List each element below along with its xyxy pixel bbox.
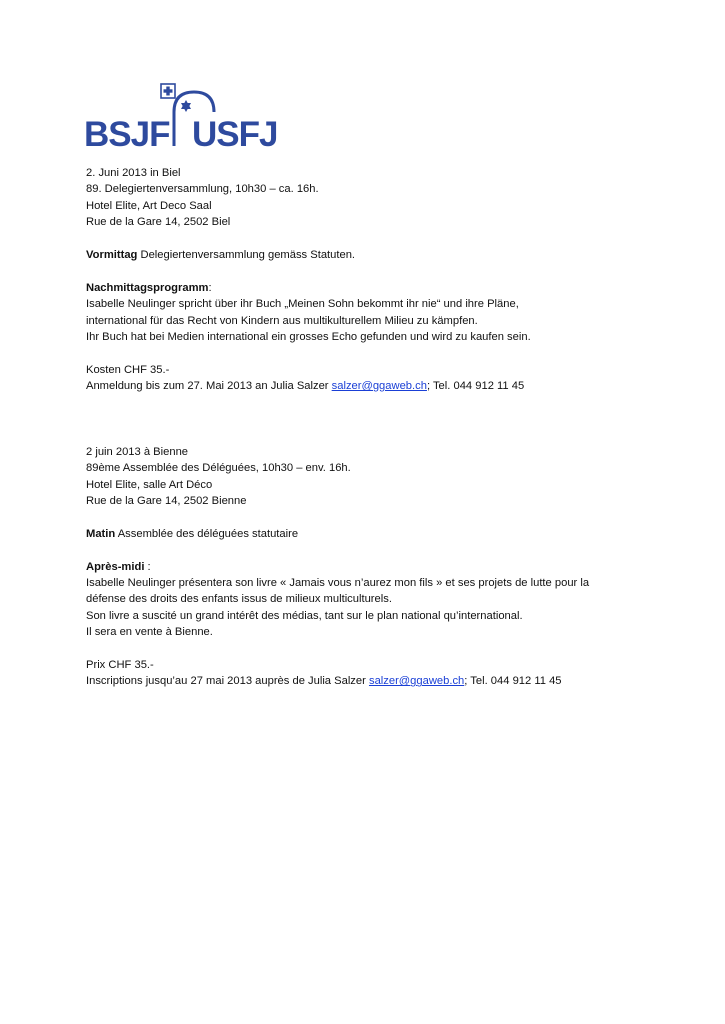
de-morning-line (86, 247, 666, 263)
fr-registration-line: Inscriptions jusqu’au 27 mai 2013 auprès de Julia Salzer salzer@ggaweb.ch; Tel. 044 912 11 45 (86, 675, 562, 688)
fr-event-line: 89ème Assemblée des Déléguées, 10h30 – env. 16h. (86, 462, 351, 475)
de-program-line-3: Ihr Buch hat bei Medien international ein grosses Echo gefunden und wird zu kaufen sein. (86, 331, 531, 344)
de-morning-text: Delegiertenversammlung gemäss Statuten. (137, 249, 356, 262)
fr-date-line: 2 juin 2013 à Bienne (86, 445, 189, 458)
de-afternoon-label: Nachmittagsprogramm (86, 281, 209, 294)
fr-program-line-4: Il sera en vente à Bienne. (86, 626, 213, 639)
star-of-david-icon (181, 100, 191, 112)
fr-morning-label: Matin (86, 527, 116, 540)
de-program-line-1: Isabelle Neulinger spricht über ihr Buch „Meinen Sohn bekommt ihr nie“ und ihre Pläne, (86, 298, 519, 311)
de-date-line: 2. Juni 2013 in Biel (86, 167, 181, 179)
fr-program-line-1: Isabelle Neulinger présentera son livre « Jamais vous n’aurez mon fils » et ses projets de lutte pour la (86, 577, 590, 590)
de-program-line-2: international für das Recht von Kindern aus multikulturellem Milieu zu kämpfen. (86, 314, 478, 327)
de-morning-label: Vormittag (86, 249, 138, 262)
de-event-line: 89. Delegiertenversammlung, 10h30 – ca. 16h. (86, 183, 319, 196)
fr-morning-line (86, 526, 666, 542)
fr-afternoon-label: Après-midi (86, 560, 145, 573)
fr-venue-line: Hotel Elite, salle Art Déco (86, 478, 213, 491)
logo-left-text: BSJF (84, 115, 170, 154)
fr-afternoon-heading: Après-midi : (86, 560, 151, 573)
fr-email-link[interactable]: salzer@ggaweb.ch (368, 675, 465, 688)
fr-program-line-3: Son livre a suscité un grand intérêt des médias, tant sur le plan national qu’international. (86, 609, 523, 622)
fr-cost-line: Prix CHF 35.- (86, 659, 154, 672)
de-email-link[interactable]: salzer@ggaweb.ch (331, 380, 427, 393)
logo-right-text: USFJ (192, 115, 278, 154)
fr-program-line-2: défense des droits des enfants issus de milieux multiculturels. (86, 593, 392, 606)
document-body (86, 165, 666, 690)
de-address-line: Rue de la Gare 14, 2502 Biel (86, 216, 231, 229)
fr-morning-text: Assemblée des déléguées statutaire (115, 527, 299, 540)
de-venue-line: Hotel Elite, Art Deco Saal (86, 199, 212, 212)
bsjf-usfj-logo (84, 82, 278, 154)
swiss-cross-icon (161, 84, 175, 98)
fr-address-line: Rue de la Gare 14, 2502 Bienne (86, 495, 247, 508)
de-afternoon-heading: Nachmittagsprogramm: (86, 281, 212, 294)
de-cost-line: Kosten CHF 35.- (86, 363, 170, 376)
de-registration-line: Anmeldung bis zum 27. Mai 2013 an Julia Salzer salzer@ggaweb.ch; Tel. 044 912 11 45 (86, 380, 525, 393)
